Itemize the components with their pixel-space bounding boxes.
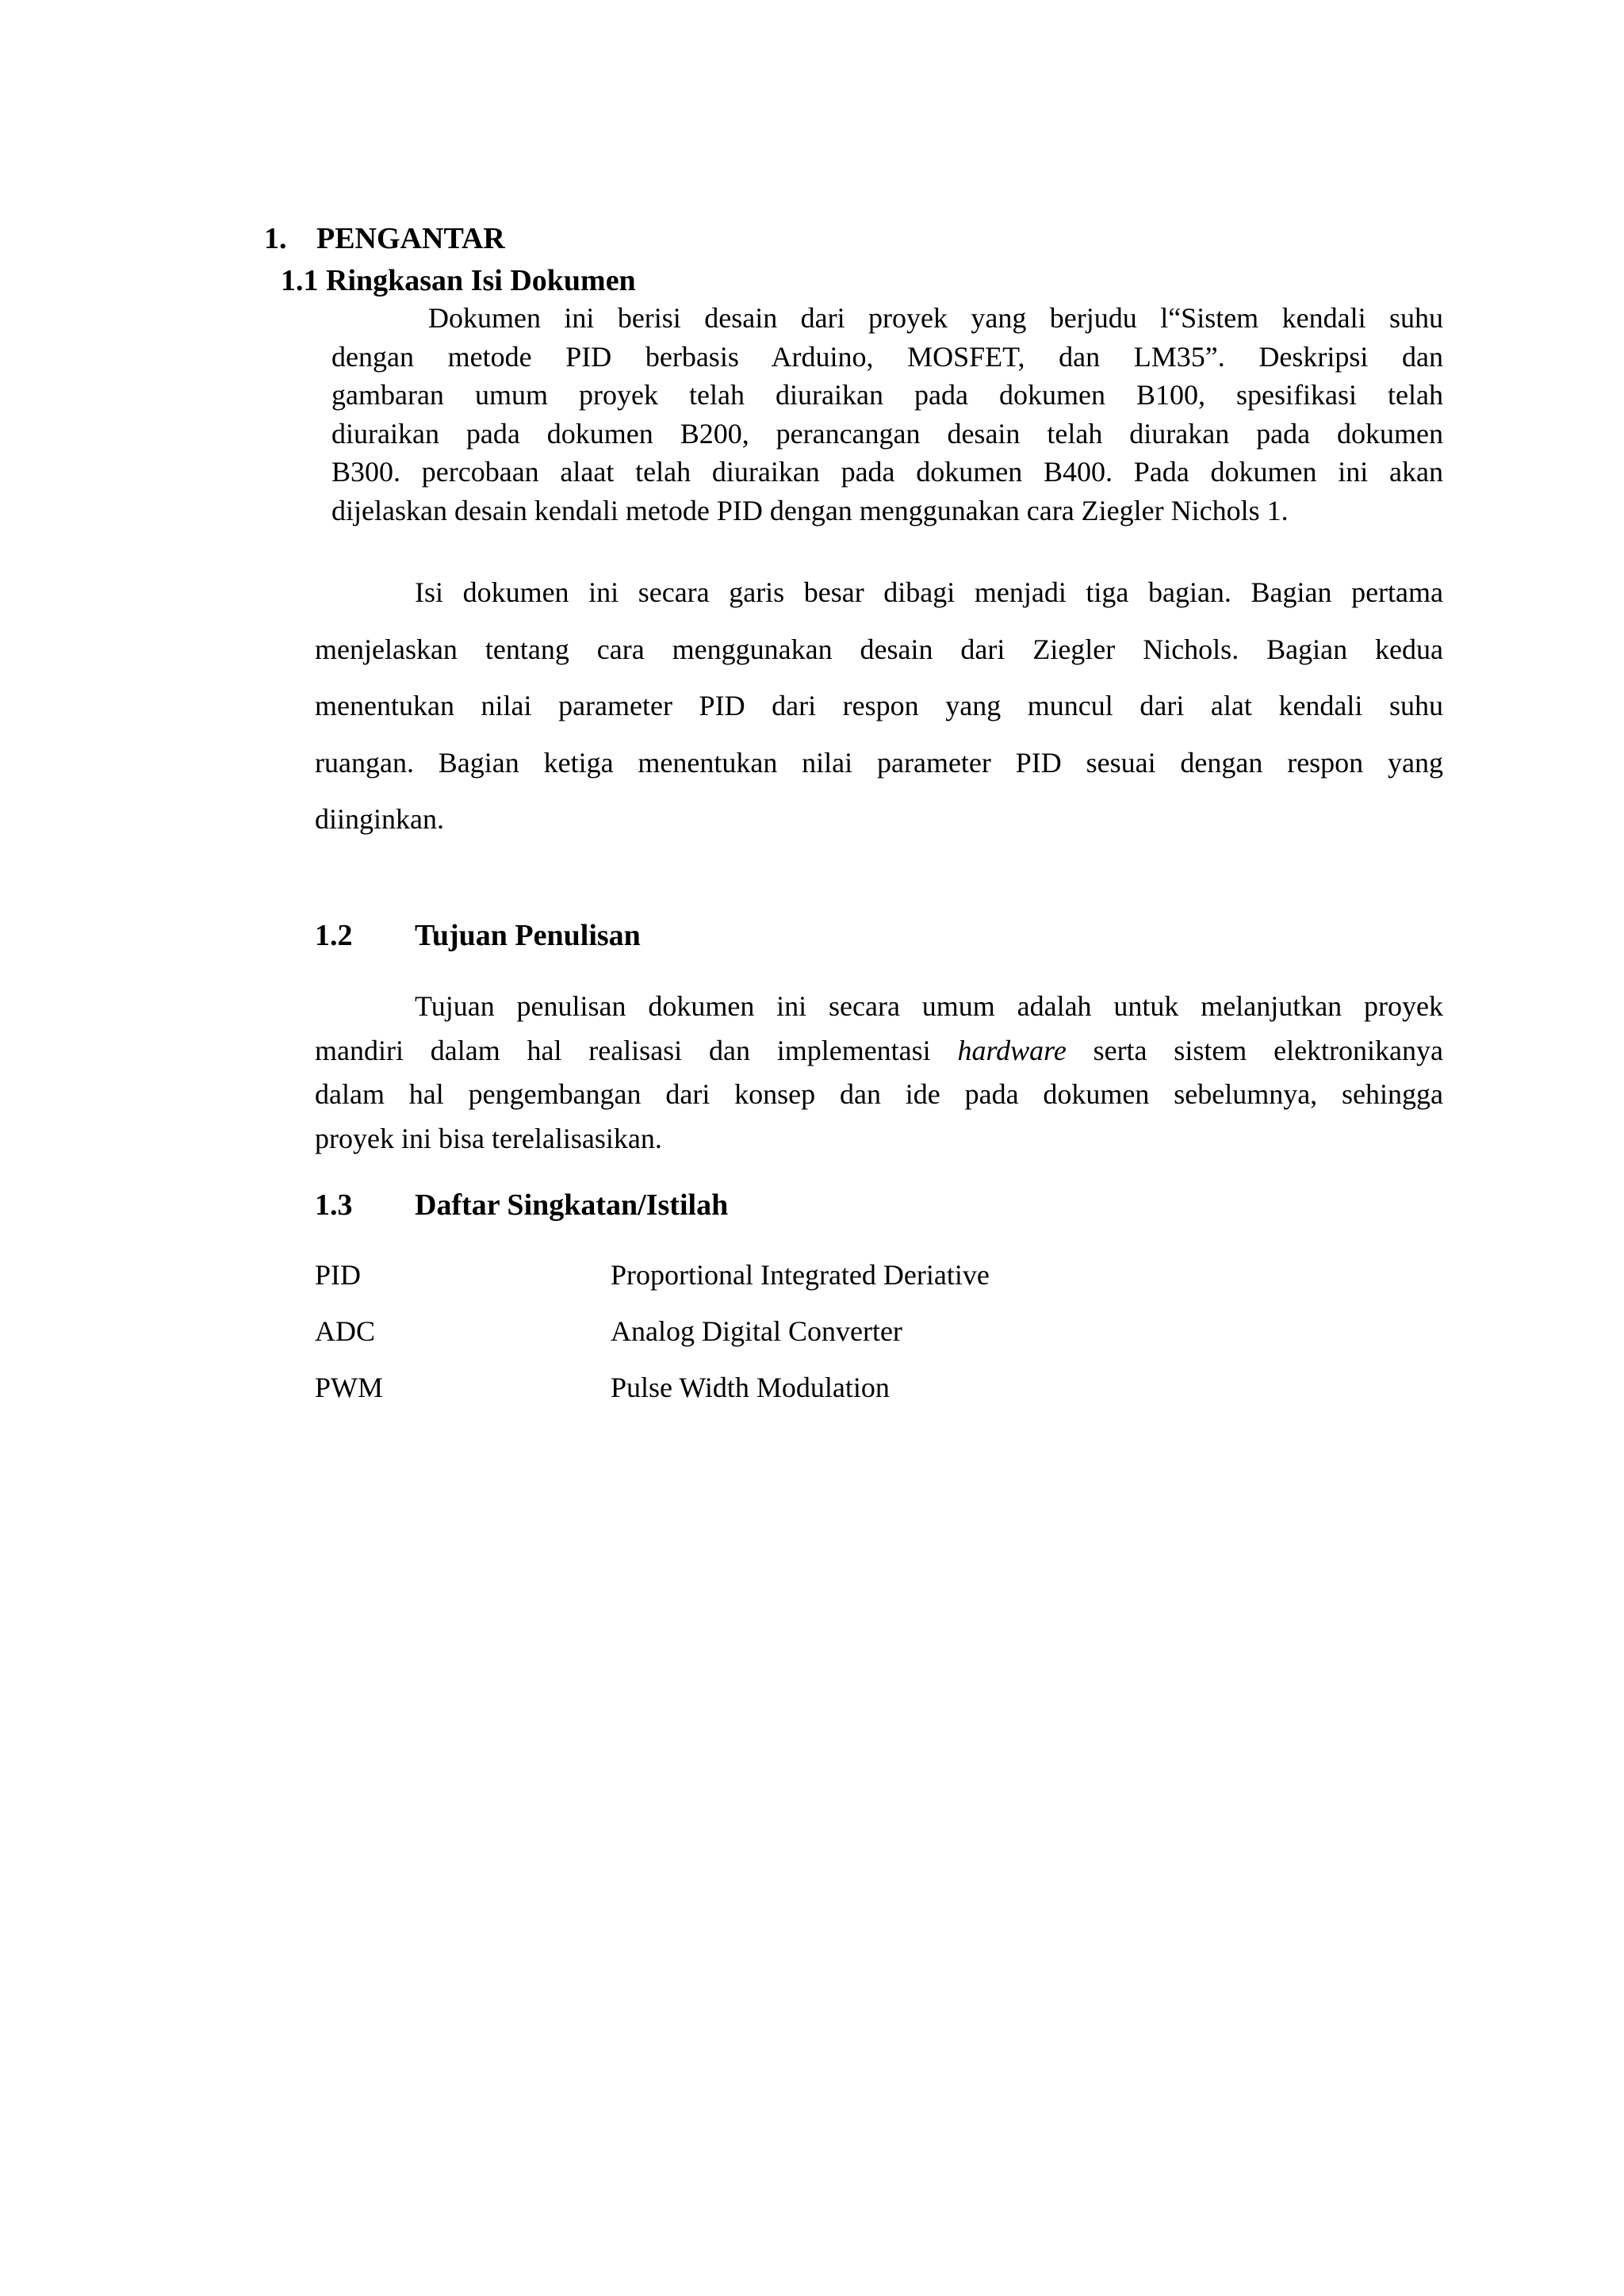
abbreviation-list: [315, 1257, 1443, 1425]
section-1-2-heading: [315, 917, 641, 954]
purpose-text: mandiri dalam hal realisasi dan implementasi: [315, 1034, 931, 1066]
purpose-line: dalam hal pengembangan dari konsep dan ide pada dokumen sebelumnya, sehingga: [315, 1078, 1443, 1110]
summary-line: dengan metode PID berbasis Arduino, MOSFET, dan LM35”. Deskripsi dan: [331, 340, 1443, 373]
abbreviation-term: PWM: [315, 1372, 384, 1403]
structure-line: Isi dokumen ini secara garis besar dibagi menjadi tiga bagian. Bagian pertama: [415, 576, 1443, 608]
abbreviation-row: [315, 1369, 1443, 1425]
structure-line: menjelaskan tentang cara menggunakan desain dari Ziegler Nichols. Bagian kedua: [315, 633, 1443, 665]
abbreviation-row: [315, 1313, 1443, 1369]
abbreviation-definition: Pulse Width Modulation: [611, 1372, 890, 1403]
summary-line: B300. percobaan alaat telah diuraikan pada dokumen B400. Pada dokumen ini akan: [331, 456, 1443, 488]
abbreviation-term: PID: [315, 1259, 362, 1291]
purpose-text: serta sistem elektronikanya: [1093, 1034, 1443, 1066]
purpose-line: Tujuan penulisan dokumen ini secara umum adalah untuk melanjutkan proyek: [415, 990, 1443, 1022]
structure-line: diinginkan.: [315, 803, 444, 835]
section-1-2-number: 1.2: [315, 919, 353, 952]
summary-line: dijelaskan desain kendali metode PID dengan menggunakan cara Ziegler Nichols 1.: [331, 494, 1289, 526]
abbreviation-row: [315, 1257, 1443, 1313]
section-1-1-heading: 1.1 Ringkasan Isi Dokumen: [281, 264, 636, 297]
structure-paragraph: [315, 564, 1443, 848]
structure-line: menentukan nilai parameter PID dari respon yang muncul dari alat kendali suhu: [315, 690, 1443, 721]
section-1-3-title: Daftar Singkatan/Istilah: [415, 1188, 729, 1222]
purpose-line: proyek ini bisa terelalisasikan.: [315, 1122, 662, 1154]
purpose-italic-term: hardware: [957, 1034, 1067, 1066]
purpose-paragraph: [315, 985, 1443, 1161]
section-1-3-heading: [315, 1187, 728, 1223]
structure-line: ruangan. Bagian ketiga menentukan nilai parameter PID sesuai dengan respon yang: [315, 746, 1443, 779]
abbreviation-definition: Proportional Integrated Deriative: [611, 1259, 990, 1291]
abbreviation-definition: Analog Digital Converter: [611, 1315, 902, 1347]
section-1-2-title: Tujuan Penulisan: [415, 919, 641, 952]
section-1-heading: [264, 220, 505, 257]
section-1-title: PENGANTAR: [316, 222, 505, 255]
purpose-line: [315, 1029, 1443, 1073]
section-1-number: 1.: [264, 222, 287, 255]
summary-line: diuraikan pada dokumen B200, perancangan desain telah diurakan pada dokumen: [331, 417, 1443, 450]
abbreviation-term: ADC: [315, 1315, 376, 1347]
summary-paragraph: [331, 299, 1443, 530]
summary-line: gambaran umum proyek telah diuraikan pada dokumen B100, spesifikasi telah: [331, 379, 1443, 411]
summary-line: Dokumen ini berisi desain dari proyek yang berjudu l“Sistem kendali suhu: [428, 302, 1443, 334]
section-1-3-number: 1.3: [315, 1188, 353, 1222]
